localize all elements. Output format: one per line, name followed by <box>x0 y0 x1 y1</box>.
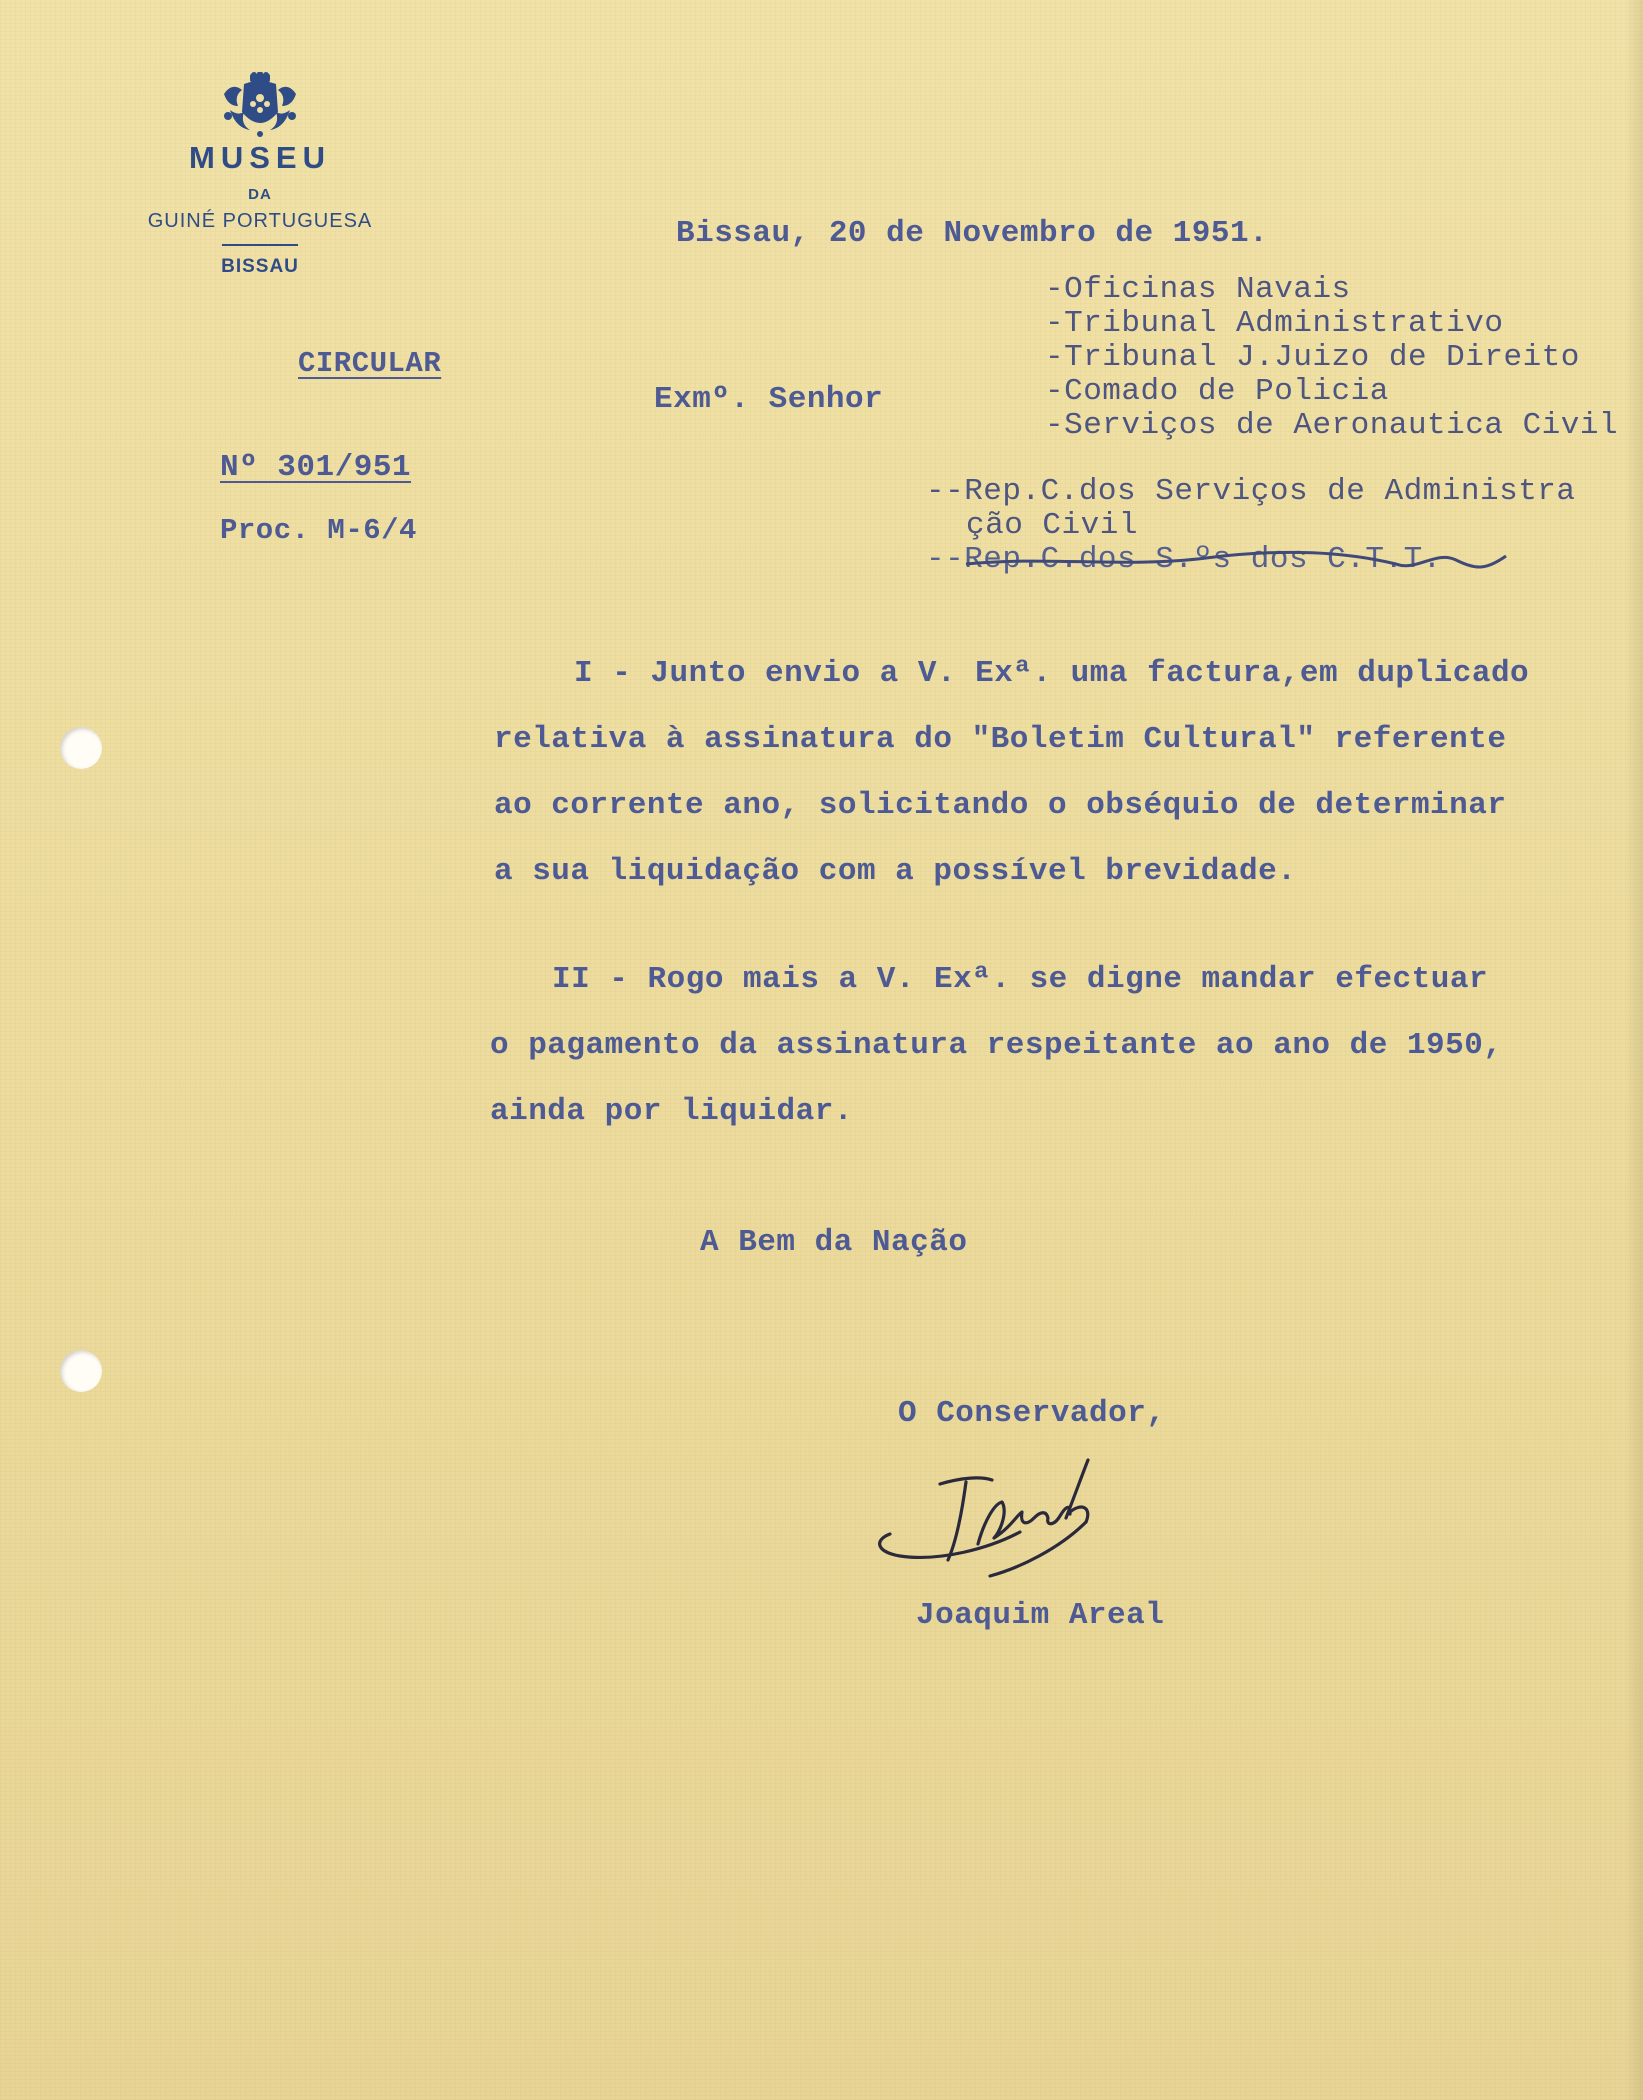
recipient-item: -Tribunal Administrativo <box>1045 306 1504 341</box>
coat-of-arms-icon <box>220 72 300 138</box>
handwritten-signature <box>870 1452 1130 1582</box>
paragraph-line: o pagamento da assinatura respeitante ao ano de 1950, <box>490 1028 1503 1063</box>
paragraph-line: ainda por liquidar. <box>490 1094 853 1129</box>
letterhead-city: BISSAU <box>221 256 299 277</box>
museum-name: MUSEU <box>189 140 331 175</box>
strike-through-mark <box>966 542 1566 592</box>
circular-number: Nº 301/951 <box>220 450 412 485</box>
paragraph-line: I - Junto envio a V. Exª. uma factura,em duplicado <box>574 656 1530 691</box>
struck-recipient <box>926 542 1526 592</box>
binder-hole-top <box>60 727 102 769</box>
letterhead-region: GUINÉ PORTUGUESA <box>147 210 373 232</box>
recipient-item: -Oficinas Navais <box>1045 272 1351 307</box>
paragraph-line: II - Rogo mais a V. Exª. se digne mandar efectuar <box>552 962 1489 997</box>
salutation: Exmº. Senhor <box>654 382 884 417</box>
recipient-item: -Tribunal J.Juizo de Direito <box>1045 340 1580 375</box>
letter-date: Bissau, 20 de Novembro de 1951. <box>676 216 1269 251</box>
closing-motto: A Bem da Nação <box>700 1225 968 1260</box>
recipient-rep-line-2: ção Civil <box>966 508 1138 543</box>
paragraph-line: relativa à assinatura do "Boletim Cultural" referente <box>494 722 1507 757</box>
closing-title: O Conservador, <box>898 1396 1166 1431</box>
paragraph-line: a sua liquidação com a possível brevidade. <box>494 854 1297 889</box>
circular-label: CIRCULAR <box>298 347 442 380</box>
binder-hole-bottom <box>60 1350 102 1392</box>
process-reference: Proc. M-6/4 <box>220 514 417 547</box>
recipient-rep-line-1: --Rep.C.dos Serviços de Administra <box>926 474 1576 509</box>
recipient-item: -Serviços de Aeronautica Civil <box>1045 408 1619 443</box>
signatory-name: Joaquim Areal <box>916 1598 1165 1633</box>
letterhead-connector: DA <box>248 186 272 203</box>
struck-recipient-text: --Rep.C.dos S.ºs dos C.T.T. <box>926 542 1442 577</box>
paper-edge-shadow <box>1625 0 1643 2100</box>
recipient-item: -Comado de Policia <box>1045 374 1389 409</box>
paragraph-line: ao corrente ano, solicitando o obséquio de determinar <box>494 788 1507 823</box>
letterhead-divider <box>222 244 298 246</box>
